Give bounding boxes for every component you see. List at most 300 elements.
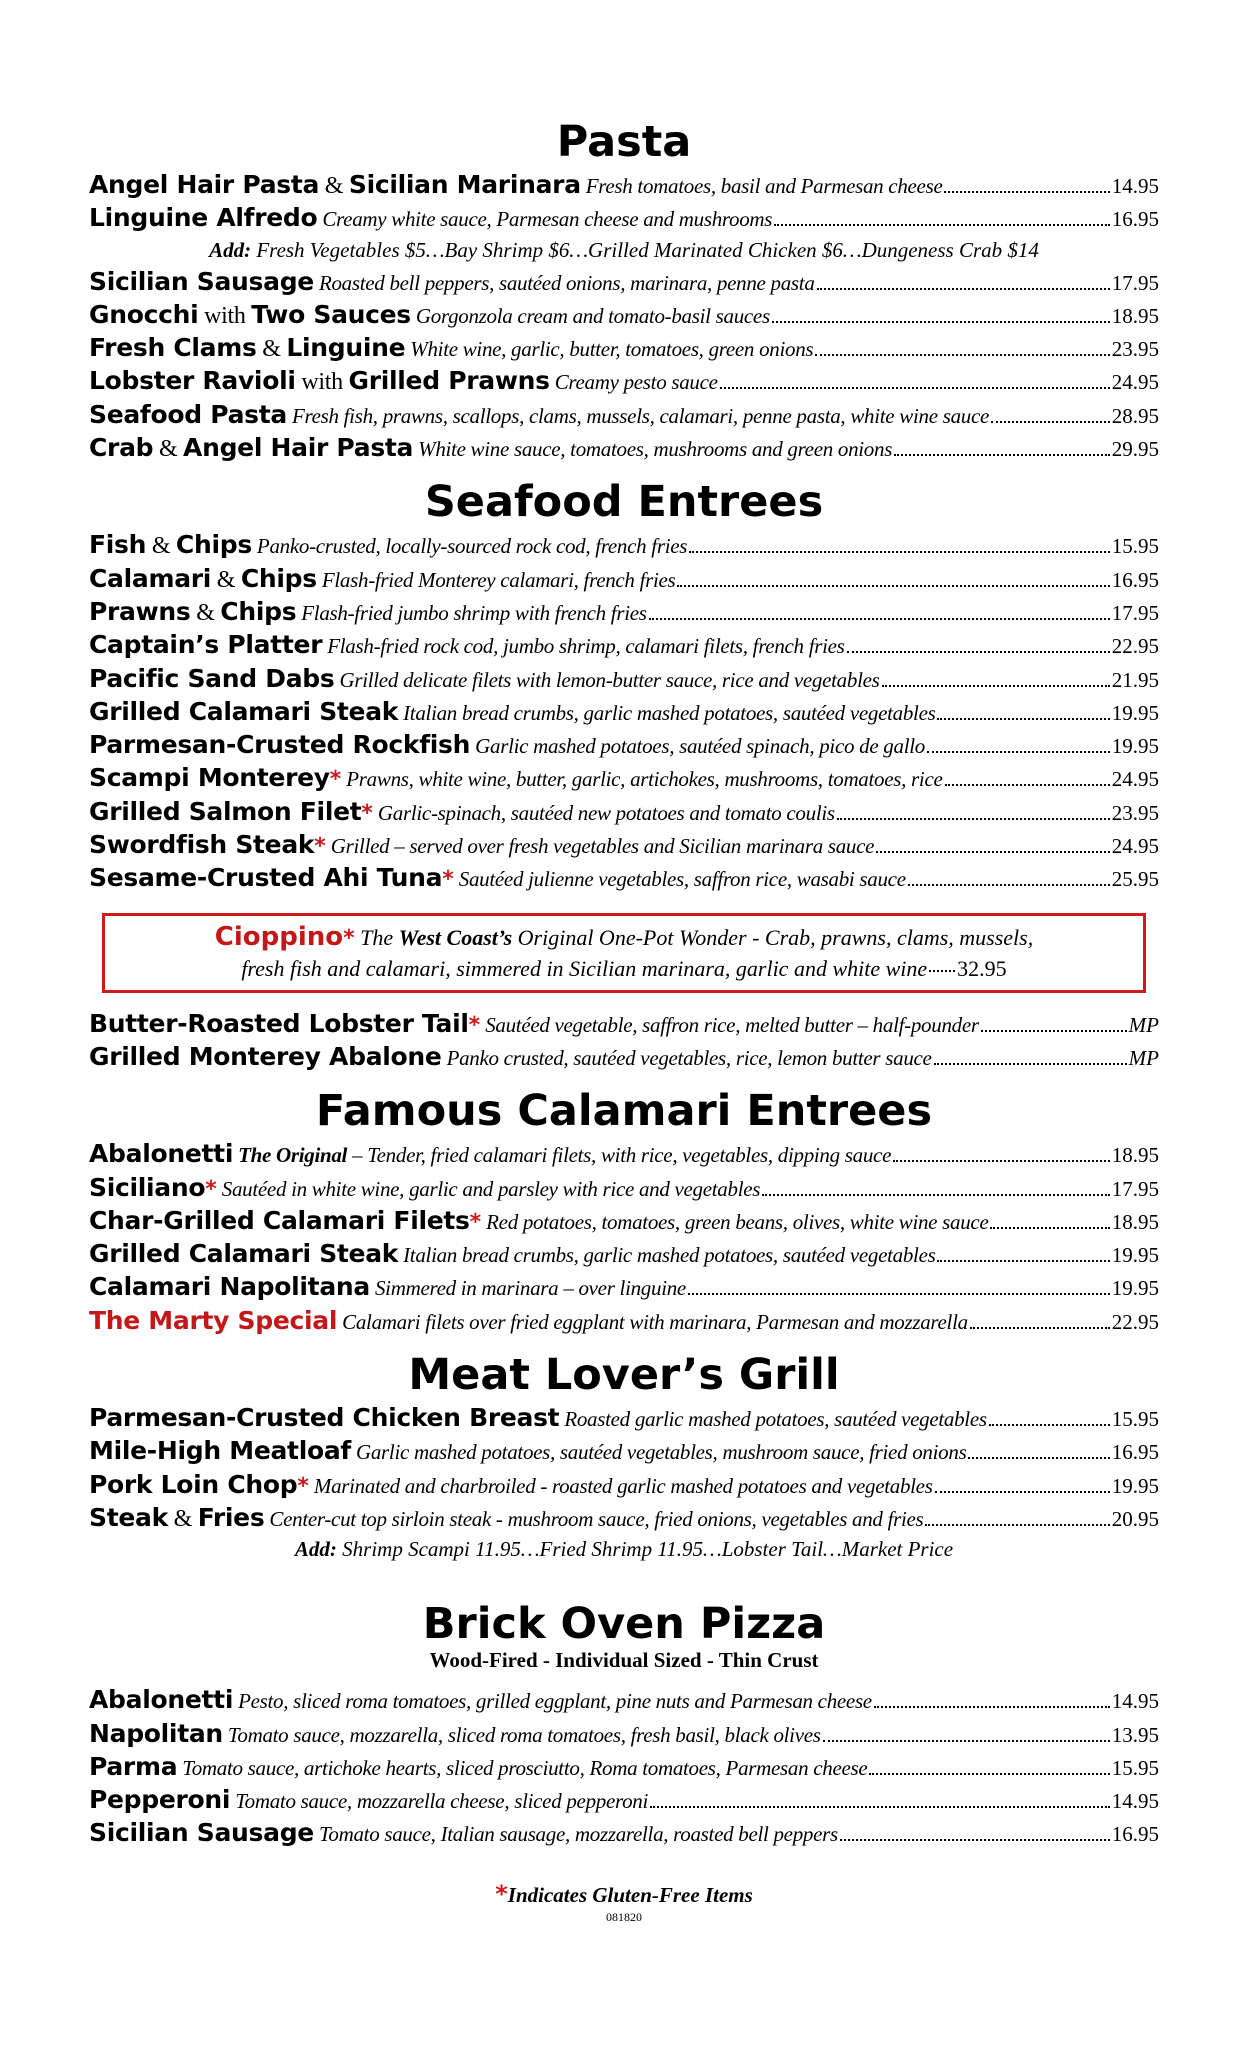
item-price: 16.95 — [1111, 1822, 1159, 1847]
menu-item — [89, 1040, 1159, 1073]
item-price: 25.95 — [1111, 867, 1159, 892]
menu-item — [89, 861, 1159, 894]
menu-item — [89, 1717, 1159, 1750]
item-name — [89, 265, 314, 298]
item-price: 19.95 — [1111, 734, 1159, 759]
item-name-part: Mile-High Meatloaf — [89, 1436, 351, 1466]
item-description — [238, 1685, 872, 1718]
item-price: 16.95 — [1111, 207, 1159, 232]
leader-dots — [929, 970, 955, 972]
menu-item — [89, 168, 1159, 201]
item-description-text: Tomato sauce, mozzarella, sliced roma tomatoes, fresh basil, black olives — [227, 1722, 821, 1747]
item-description — [331, 830, 874, 863]
leader-dots — [893, 1160, 1110, 1162]
item-name — [89, 828, 314, 861]
menu-item — [89, 1304, 1159, 1337]
menu-item — [89, 1816, 1159, 1849]
item-price: 16.95 — [1111, 567, 1159, 592]
leader-dots — [935, 1491, 1110, 1493]
item-description — [319, 1818, 838, 1851]
item-price: 17.95 — [1111, 270, 1159, 295]
item-description — [292, 400, 989, 433]
item-price: MP — [1128, 1045, 1159, 1070]
item-name-part: Crab — [89, 433, 154, 463]
menu-item — [89, 1401, 1159, 1434]
leader-dots — [934, 1063, 1127, 1065]
item-description — [403, 1239, 935, 1272]
item-price: 29.95 — [1111, 437, 1159, 462]
item-name — [89, 1171, 205, 1204]
cioppino-name: Cioppino — [214, 921, 344, 952]
menu-item — [89, 728, 1159, 761]
item-description — [342, 1306, 968, 1339]
item-description-text: Fresh tomatoes, basil and Parmesan cheese — [585, 174, 943, 198]
item-description — [235, 1785, 648, 1818]
item-description — [459, 863, 906, 896]
item-name-part: Two Sauces — [251, 299, 411, 329]
item-description-text: Tomato sauce, artichoke hearts, sliced prosciutto, Roma tomatoes, Parmesan cheese — [182, 1755, 868, 1780]
item-name-part: Pepperoni — [89, 1785, 231, 1815]
item-name-part: Grilled Calamari Steak — [89, 696, 399, 726]
item-price: 14.95 — [1111, 1789, 1159, 1814]
item-description-text: – Tender, fried calamari filets, with rice, vegetables, dipping sauce — [352, 1143, 892, 1168]
item-name-part: Steak — [89, 1502, 168, 1532]
item-name-part: Grilled Prawns — [348, 366, 550, 396]
item-description — [447, 1042, 932, 1075]
menu-item — [89, 1501, 1159, 1534]
menu-item — [89, 265, 1159, 298]
item-name — [89, 364, 550, 399]
item-name — [89, 695, 398, 728]
item-description — [322, 564, 676, 597]
item-name-part: Fish — [89, 530, 147, 560]
leader-dots — [981, 1030, 1127, 1032]
add-label: Add: — [209, 237, 252, 262]
section-title: Brick Oven Pizza — [422, 1599, 826, 1650]
item-description-text: Center-cut top sirloin steak - mushroom sauce, fried onions, vegetables and fries — [269, 1506, 924, 1531]
item-name-part: Seafood Pasta — [89, 399, 287, 429]
menu-item — [89, 528, 1159, 561]
item-name — [89, 1040, 442, 1073]
item-name-part: Grilled Calamari Steak — [89, 1239, 399, 1269]
item-name-part: Parma — [89, 1751, 178, 1781]
item-name-part: Sicilian Sausage — [89, 1818, 314, 1848]
item-description — [486, 1206, 988, 1239]
item-description-text: Gorgonzola cream and tomato-basil sauces — [415, 303, 770, 328]
item-name-part: Angel Hair Pasta — [89, 170, 320, 199]
menu-item — [89, 1237, 1159, 1270]
item-price: 15.95 — [1111, 534, 1159, 559]
leader-dots — [908, 884, 1110, 886]
item-name — [89, 662, 334, 695]
menu-item — [89, 331, 1159, 364]
pasta-list-2 — [89, 265, 1159, 465]
item-name-part: Swordfish Steak — [89, 830, 315, 860]
item-name — [89, 1468, 297, 1501]
calamari-list — [89, 1137, 1159, 1337]
seafood-list-2 — [89, 1007, 1159, 1074]
item-name-part: Napolitan — [89, 1718, 223, 1748]
menu-item — [89, 1750, 1159, 1783]
menu-item — [89, 695, 1159, 728]
item-description-text: Grilled – served over fresh vegetables and Sicilian marinara sauce — [330, 834, 875, 859]
item-price: 18.95 — [1111, 303, 1159, 328]
item-name — [89, 761, 330, 794]
item-name-part: Pacific Sand Dabs — [89, 663, 335, 693]
item-description — [301, 597, 646, 630]
item-description-text: Flash-fried rock cod, jumbo shrimp, calamari filets, french fries — [327, 634, 845, 659]
menu-item — [89, 1683, 1159, 1716]
item-description-text: Red potatoes, tomatoes, green beans, olives, white wine sauce — [486, 1209, 989, 1234]
item-name — [89, 1783, 230, 1816]
item-name-connector: with — [198, 302, 252, 329]
item-name-part: Sicilian Sausage — [89, 266, 314, 296]
leader-dots — [762, 1194, 1110, 1196]
item-description — [356, 1436, 966, 1469]
item-description-text: Creamy white sauce, Parmesan cheese and mushrooms — [322, 207, 773, 232]
section-calamari — [89, 1085, 1159, 1337]
item-name — [89, 201, 317, 234]
item-description-text: Garlic mashed potatoes, sautéed vegetables, mushroom sauce, fried onions — [355, 1440, 967, 1465]
item-price: 14.95 — [1111, 174, 1159, 198]
item-price: 22.95 — [1111, 1309, 1159, 1334]
item-description-text: Sautéed in white wine, garlic and parsley with rice and vegetables — [221, 1176, 761, 1201]
item-price: 17.95 — [1111, 600, 1159, 625]
item-name — [89, 1434, 351, 1467]
item-name-connector: with — [295, 369, 349, 396]
leader-dots — [968, 1457, 1109, 1459]
section-title: Pasta — [556, 117, 692, 167]
item-name-connector: & — [190, 599, 221, 626]
item-name-part: Parmesan-Crusted Chicken Breast — [89, 1403, 560, 1433]
item-price: 23.95 — [1111, 337, 1159, 362]
item-name-part: Linguine Alfredo — [89, 203, 318, 233]
add-ons-text: Fresh Vegetables $5…Bay Shrimp $6…Grilled Marinated Chicken $6…Dungeness Crab $14 — [256, 237, 1039, 262]
item-name-part: Fries — [197, 1502, 265, 1532]
item-name-part: Lobster Ravioli — [89, 366, 296, 396]
leader-dots — [937, 1260, 1109, 1262]
gluten-free-star: * — [495, 1879, 508, 1908]
item-description-text: White wine, garlic, butter, tomatoes, green onions — [410, 337, 814, 362]
menu-item — [89, 795, 1159, 828]
section-subtitle: Wood-Fired - Individual Sized - Thin Crust — [429, 1648, 819, 1673]
item-description-text: Roasted garlic mashed potatoes, sautéed vegetables — [564, 1407, 987, 1432]
item-name-part: The Marty Special — [89, 1305, 338, 1335]
item-description-text: Simmered in marinara – over linguine — [374, 1276, 686, 1301]
leader-dots — [876, 851, 1110, 853]
item-description — [319, 267, 815, 300]
item-price: MP — [1128, 1012, 1159, 1037]
item-description-emphasis: The Original — [238, 1143, 348, 1168]
item-name — [89, 528, 252, 563]
item-description-text: Creamy pesto sauce — [554, 370, 718, 395]
item-name — [89, 431, 413, 466]
item-price: 24.95 — [1111, 767, 1159, 792]
item-description-text: Garlic-spinach, sautéed new potatoes and tomato coulis — [377, 800, 835, 825]
menu-code: 081820 — [606, 1909, 642, 1924]
item-description — [564, 1403, 986, 1436]
gluten-free-star: * — [329, 767, 342, 793]
leader-dots — [991, 421, 1110, 423]
menu-item — [89, 1434, 1159, 1467]
item-name-part: Pork Loin Chop — [89, 1469, 298, 1499]
item-description — [475, 730, 925, 763]
item-description-text: Fresh fish, prawns, scallops, clams, mussels, calamari, penne pasta, white wine sauce — [291, 403, 990, 428]
item-name-part: Scampi Monterey — [89, 763, 330, 793]
item-description-text: Italian bread crumbs, garlic mashed potatoes, sautéed vegetables — [403, 700, 936, 725]
section-title: Seafood Entrees — [424, 477, 824, 528]
item-description-text: Marinated and charbroiled - roasted garlic mashed potatoes and vegetables — [313, 1473, 933, 1498]
menu-item — [89, 562, 1159, 595]
item-description-text: Prawns, white wine, butter, garlic, artichokes, mushrooms, tomatoes, rice — [346, 767, 943, 792]
item-description — [586, 170, 943, 203]
section-seafood — [89, 476, 1159, 1073]
menu-item — [89, 1468, 1159, 1501]
item-description-text: Grilled delicate filets with lemon-butter sauce, rice and vegetables — [339, 667, 880, 692]
leader-dots — [925, 1524, 1109, 1526]
item-name — [89, 1204, 470, 1237]
leader-dots — [927, 751, 1110, 753]
menu-item — [89, 662, 1159, 695]
leader-dots — [869, 1773, 1109, 1775]
item-name-part: Fresh Clams — [89, 333, 257, 363]
item-name-part: Calamari — [89, 563, 212, 593]
item-name-connector: & — [319, 173, 349, 199]
leader-dots — [874, 1706, 1110, 1708]
item-description — [269, 1503, 923, 1536]
section-title: Famous Calamari Entrees — [315, 1086, 933, 1137]
item-description — [182, 1752, 867, 1785]
item-description — [339, 664, 879, 697]
item-description — [555, 366, 718, 399]
seafood-list — [89, 528, 1159, 894]
cioppino-strong: West Coast’s — [398, 924, 513, 950]
item-name-part: Calamari Napolitana — [89, 1272, 370, 1302]
item-description-text: Tomato sauce, mozzarella cheese, sliced pepperoni — [235, 1789, 649, 1814]
cioppino-price: 32.95 — [957, 955, 1007, 981]
item-price: 14.95 — [1111, 1689, 1159, 1714]
item-name-part: Grilled Monterey Abalone — [89, 1041, 442, 1071]
item-description — [228, 1719, 821, 1752]
item-name-part: Angel Hair Pasta — [183, 433, 414, 463]
footer — [89, 1880, 1159, 1925]
add-ons-text: Shrimp Scampi 11.95…Fried Shrimp 11.95…Lobster Tail…Market Price — [342, 1537, 954, 1562]
item-name-part: Grilled Salmon Filet — [89, 796, 362, 826]
add-ons-line — [89, 235, 1159, 265]
section-pizza — [89, 1598, 1159, 1849]
item-description — [375, 1272, 686, 1305]
item-name-part: Chips — [175, 530, 252, 560]
item-name — [89, 1401, 559, 1434]
item-description — [257, 530, 687, 563]
item-name — [89, 1237, 398, 1270]
item-description-text: Panko crusted, sautéed vegetables, rice, lemon butter sauce — [446, 1045, 932, 1070]
item-name-connector: & — [256, 336, 287, 363]
pizza-list — [89, 1683, 1159, 1849]
item-price: 24.95 — [1111, 370, 1159, 395]
item-description — [416, 300, 770, 333]
item-name-connector: & — [146, 533, 176, 560]
item-name-part: Parmesan-Crusted Rockfish — [89, 730, 471, 760]
item-price: 23.95 — [1111, 800, 1159, 825]
item-name — [89, 1007, 469, 1040]
leader-dots — [945, 784, 1110, 786]
leader-dots — [817, 288, 1110, 290]
item-name-connector: & — [153, 436, 184, 463]
gluten-free-star: * — [314, 834, 326, 860]
leader-dots — [688, 1293, 1110, 1295]
item-name — [89, 1304, 337, 1337]
item-description-text: Panko-crusted, locally-sourced rock cod, french fries — [256, 534, 688, 559]
item-description — [322, 203, 772, 236]
item-description — [378, 797, 835, 830]
item-description — [346, 763, 942, 796]
leader-dots — [677, 585, 1109, 587]
item-name — [89, 728, 470, 761]
item-name — [89, 628, 322, 661]
item-description — [238, 1139, 891, 1172]
item-name — [89, 331, 405, 366]
item-name-part: Gnocchi — [89, 299, 199, 329]
menu-item — [89, 201, 1159, 234]
leader-dots — [944, 191, 1109, 193]
item-description — [222, 1173, 760, 1206]
item-name — [89, 298, 411, 333]
item-name — [89, 1270, 370, 1303]
menu-item — [89, 628, 1159, 661]
item-name — [89, 398, 287, 431]
menu-item — [89, 298, 1159, 331]
item-price: 19.95 — [1111, 1243, 1159, 1268]
add-label: Add: — [294, 1537, 337, 1562]
leader-dots — [689, 551, 1110, 553]
gluten-free-star: * — [442, 867, 454, 893]
item-name-part: Abalonetti — [89, 1139, 234, 1169]
item-description-text: Pesto, sliced roma tomatoes, grilled eggplant, pine nuts and Parmesan cheese — [238, 1689, 872, 1714]
leader-dots — [720, 387, 1110, 389]
item-price: 22.95 — [1111, 634, 1159, 659]
item-price: 24.95 — [1111, 834, 1159, 859]
item-name-part: Chips — [220, 596, 297, 626]
item-price: 28.95 — [1111, 403, 1159, 428]
item-name — [89, 1501, 264, 1536]
menu-item — [89, 1270, 1159, 1303]
item-price: 18.95 — [1111, 1143, 1159, 1168]
item-description — [418, 433, 892, 466]
meat-list — [89, 1401, 1159, 1534]
item-name — [89, 795, 361, 828]
leader-dots — [894, 454, 1110, 456]
add-ons-line — [89, 1534, 1159, 1564]
item-price: 19.95 — [1111, 1473, 1159, 1498]
leader-dots — [970, 1327, 1110, 1329]
cioppino-desc-2: fresh fish and calamari, simmered in Sicilian marinara, garlic and white wine — [241, 955, 928, 981]
menu-item — [89, 1171, 1159, 1204]
item-name-part: Sicilian Marinara — [348, 170, 581, 199]
item-price: 16.95 — [1111, 1440, 1159, 1465]
leader-dots — [774, 224, 1110, 226]
item-price: 18.95 — [1111, 1209, 1159, 1234]
leader-dots — [649, 618, 1110, 620]
item-name-part: Sesame-Crusted Ahi Tuna — [89, 863, 443, 893]
item-name — [89, 562, 317, 597]
item-name-part: Abalonetti — [89, 1685, 234, 1715]
item-description-text: Sautéed vegetable, saffron rice, melted butter – half-pounder — [485, 1012, 979, 1037]
item-name — [89, 1683, 233, 1716]
menu-item — [89, 1204, 1159, 1237]
gluten-free-star: * — [468, 1012, 481, 1038]
item-price: 13.95 — [1111, 1722, 1159, 1747]
item-name-part: Linguine — [286, 333, 406, 363]
gluten-free-star: * — [205, 1176, 217, 1202]
leader-dots — [937, 718, 1109, 720]
menu-item — [89, 761, 1159, 794]
menu-item — [89, 828, 1159, 861]
item-description-text: Italian bread crumbs, garlic mashed potatoes, sautéed vegetables — [403, 1243, 936, 1268]
item-price: 21.95 — [1111, 667, 1159, 692]
gluten-free-star: * — [361, 800, 373, 826]
item-price: 19.95 — [1111, 1276, 1159, 1301]
item-name-part: Captain’s Platter — [89, 630, 323, 660]
item-description — [403, 697, 935, 730]
item-name-connector: & — [211, 566, 241, 593]
gluten-free-star: * — [469, 1209, 482, 1235]
item-description-text: White wine sauce, tomatoes, mushrooms and green onions — [418, 437, 893, 462]
item-description-text: Calamari filets over fried eggplant with marinara, Parmesan and mozzarella — [342, 1309, 968, 1334]
item-description-text: Sautéed julienne vegetables, saffron rice, wasabi sauce — [458, 867, 906, 892]
menu-item — [89, 1783, 1159, 1816]
item-description — [327, 630, 844, 663]
item-description — [314, 1470, 933, 1503]
leader-dots — [772, 321, 1110, 323]
item-name — [89, 595, 296, 630]
item-name — [89, 1717, 223, 1750]
item-name — [89, 1750, 177, 1783]
item-description-text: Flash-fried Monterey calamari, french fries — [321, 567, 676, 592]
item-description-text: Flash-fried jumbo shrimp with french fries — [301, 600, 647, 625]
item-price: 15.95 — [1111, 1755, 1159, 1780]
item-name — [89, 861, 442, 894]
pasta-list — [89, 168, 1159, 235]
item-name-part: Chips — [240, 563, 317, 593]
cioppino-feature-box — [102, 913, 1146, 993]
item-name-part: Siciliano — [89, 1172, 206, 1202]
item-price: 17.95 — [1111, 1176, 1159, 1201]
leader-dots — [837, 818, 1110, 820]
item-description-text: Garlic mashed potatoes, sautéed spinach, pico de gallo — [475, 734, 925, 759]
item-name — [89, 168, 581, 203]
item-price: 19.95 — [1111, 700, 1159, 725]
item-name — [89, 1816, 314, 1849]
gluten-free-star: * — [297, 1473, 309, 1499]
menu-item — [89, 431, 1159, 464]
section-title: Meat Lover’s Grill — [408, 1350, 840, 1401]
leader-dots — [990, 1227, 1109, 1229]
leader-dots — [882, 685, 1110, 687]
section-pasta — [89, 116, 1159, 464]
item-name-part: Prawns — [89, 596, 191, 626]
item-description-text: Tomato sauce, Italian sausage, mozzarella, roasted bell peppers — [318, 1822, 838, 1847]
item-description — [410, 333, 813, 366]
gluten-free-star: * — [343, 925, 355, 951]
item-name-part: Butter-Roasted Lobster Tail — [89, 1008, 469, 1038]
leader-dots — [823, 1740, 1110, 1742]
item-price: 15.95 — [1111, 1407, 1159, 1432]
item-name — [89, 1137, 233, 1170]
cioppino-desc-1: Original One-Pot Wonder - Crab, prawns, clams, mussels, — [517, 924, 1034, 950]
item-description — [485, 1009, 979, 1042]
menu-item — [89, 364, 1159, 397]
